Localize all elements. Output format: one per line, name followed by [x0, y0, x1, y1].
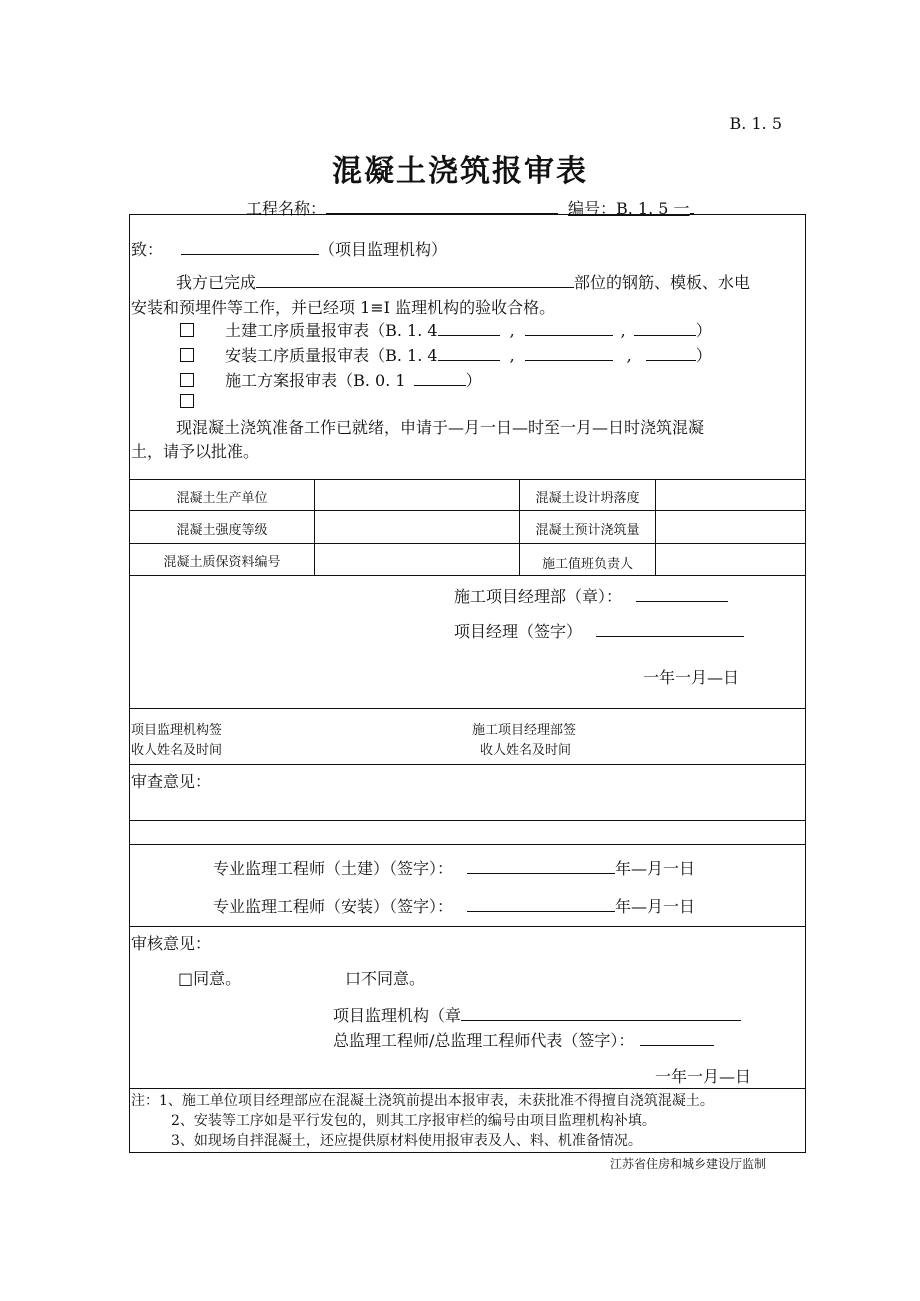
recipient-line [131, 237, 447, 260]
checklist-item[interactable] [180, 318, 712, 341]
note-item: 注：1、施工单位项目经理部应在混凝土浇筑前提出本报审表，未获批准不得擅自浇筑混凝土。 [131, 1093, 714, 1109]
bracket-close: ） [465, 371, 482, 390]
signature-input[interactable] [640, 1029, 714, 1046]
divider [129, 708, 806, 709]
divider [314, 479, 315, 575]
signature-input[interactable] [467, 895, 615, 912]
disagree-option[interactable]: 口不同意。 [345, 969, 426, 988]
issuer-footer: 江苏省住房和城乡建设厅监制 [609, 1157, 766, 1171]
chief-sign-line [333, 1028, 714, 1051]
receipt-label: 施工项目经理部签 [472, 723, 577, 738]
manager-sign-line [454, 619, 744, 642]
checkbox[interactable] [180, 348, 194, 362]
civil-engineer-line [213, 856, 695, 879]
separator: , [620, 321, 626, 340]
form-code: B. 1. 5 [729, 114, 782, 133]
checklist-label: 土建工序质量报审表（B. 1. 4 [225, 321, 438, 340]
table-label: 混凝土强度等级 [176, 523, 268, 538]
signature-input[interactable] [596, 620, 744, 637]
table-label: 混凝土预计浇筑量 [535, 523, 640, 538]
number-input[interactable] [414, 369, 466, 386]
audit-date: 一年一月—日 [655, 1067, 752, 1086]
seal-input[interactable] [636, 585, 728, 602]
checkbox[interactable] [180, 323, 194, 337]
checklist-item[interactable] [180, 368, 482, 391]
separator: , [509, 321, 515, 340]
number-input[interactable] [438, 344, 500, 361]
table-label: 施工值班负责人 [541, 557, 633, 572]
note-item: 3、如现场自拌混凝土，还应提供原材料使用报审表及人、料、机准备情况。 [171, 1133, 642, 1149]
request-line-2: 土，请予以批准。 [131, 442, 260, 461]
completed-prefix: 我方已完成 [176, 273, 257, 292]
seal-input[interactable] [461, 1004, 741, 1021]
note-item: 2、安装等工序如是平行发包的，则其工序报审栏的编号由项目监理机构补填。 [171, 1113, 656, 1129]
contractor-seal-line [454, 584, 728, 607]
chief-sign-label: 总监理工程师/总监理工程师代表（签字）： [333, 1031, 635, 1050]
completed-line-2: 安装和预埋件等工作，并已经项 1≡I 监理机构的验收合格。 [131, 298, 556, 317]
divider [129, 764, 806, 765]
project-name-label: 工程名称： [246, 199, 327, 218]
install-engineer-line [213, 894, 695, 917]
agree-option[interactable]: □同意。 [178, 969, 242, 988]
date-label: 年—月一日 [615, 897, 696, 916]
receipt-label: 项目监理机构签 [131, 723, 223, 738]
divider [129, 543, 806, 544]
review-label: 审查意见： [131, 772, 212, 791]
divider [129, 926, 806, 927]
checklist-label: 施工方案报审表（B. 0. 1 [225, 371, 406, 390]
contractor-date: 一年一月—日 [643, 668, 740, 687]
bracket-close: ） [695, 346, 712, 365]
contractor-seal-label: 施工项目经理部（章）： [454, 587, 623, 606]
number-input[interactable] [438, 319, 500, 336]
divider [655, 479, 656, 575]
recipient-label: 致： [131, 240, 164, 259]
separator: , [509, 346, 515, 365]
bracket-close: ） [695, 321, 712, 340]
checklist-item[interactable] [180, 343, 712, 366]
checklist-label: 安装工序质量报审表（B. 1. 4 [225, 346, 438, 365]
divider [129, 479, 806, 480]
completed-suffix: 部位的钢筋、模板、水电 [574, 273, 751, 292]
table-label: 混凝土设计坍落度 [535, 491, 640, 506]
location-input[interactable] [256, 271, 574, 288]
recipient-suffix: （项目监理机构） [319, 240, 448, 259]
completed-line [176, 270, 750, 293]
org-seal-label: 项目监理机构（章 [333, 1006, 462, 1025]
separator: , [626, 346, 632, 365]
org-seal-line [333, 1003, 741, 1026]
receipt-label: 收人姓名及时间 [131, 743, 223, 758]
divider [129, 844, 806, 845]
table-label: 混凝土生产单位 [176, 491, 268, 506]
recipient-input[interactable] [181, 238, 319, 255]
divider [129, 575, 806, 576]
divider [129, 820, 806, 821]
divider [129, 510, 806, 511]
receipt-label: 收人姓名及时间 [480, 743, 572, 758]
install-engineer-label: 专业监理工程师（安装）（签字）： [213, 897, 454, 916]
checkbox[interactable] [180, 373, 194, 387]
signature-input[interactable] [467, 857, 615, 874]
divider [129, 1088, 806, 1089]
civil-engineer-label: 专业监理工程师（土建）（签字）： [213, 859, 454, 878]
checklist-item[interactable] [180, 392, 194, 411]
number-input[interactable] [646, 344, 696, 361]
date-label: 年—月一日 [615, 859, 696, 878]
number-input[interactable] [634, 319, 696, 336]
project-name-input[interactable] [326, 197, 558, 214]
page-title: 混凝土浇筑报审表 [332, 154, 588, 189]
number-input[interactable] [525, 344, 613, 361]
audit-label: 审核意见： [131, 934, 212, 953]
request-line: 现混凝土浇筑准备工作已就绪，申请于—月一日—时至一月—日时浇筑混凝 [176, 418, 705, 437]
number-input[interactable] [525, 319, 613, 336]
checkbox[interactable] [180, 394, 194, 408]
form-number-label: 编号：B. 1. 5 一 [568, 199, 690, 218]
manager-sign-label: 项目经理（签字） [454, 622, 583, 641]
table-label: 混凝土质保资料编号 [163, 555, 281, 570]
